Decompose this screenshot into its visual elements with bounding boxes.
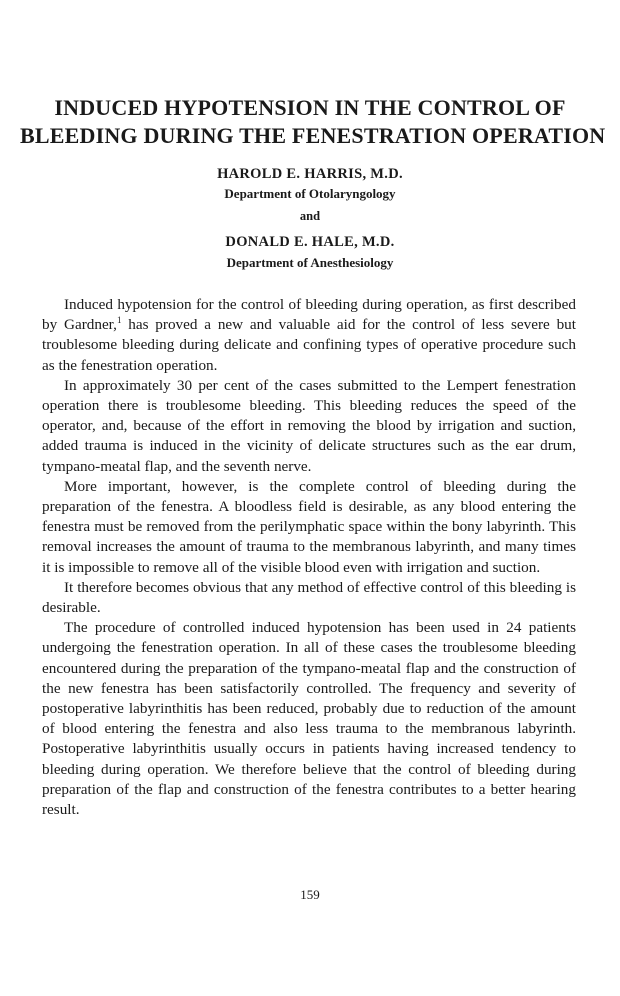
article-title-line-2: BLEEDING DURING THE FENESTRATION OPERATION (20, 123, 606, 148)
paragraph-1 (42, 295, 576, 376)
paragraph-1-text-b: has proved a new and valuable aid for the control of less severe but troublesome bleeding during delicate and confining types of operative procedure such as the fenestration operation. (42, 316, 576, 374)
paragraph-4: It therefore becomes obvious that any method of effective control of this bleeding is desirable. (42, 578, 576, 617)
paragraph-2: In approximately 30 per cent of the cases submitted to the Lempert fenestration operation there is troublesome bleeding. This bleeding reduces the speed of the operator, and, because of the effort in removing the blood by irrigation and suction, added trauma is induced in the vicinity of delicate structures such as the ear drum, tympano-meatal flap, and the seventh nerve. (42, 376, 576, 475)
page-number: 159 (300, 887, 320, 902)
author-conjunction: and (299, 209, 321, 223)
author-1-name: HAROLD E. HARRIS, M.D. (217, 166, 403, 182)
article-body (42, 295, 576, 820)
paragraph-3: More important, however, is the complete control of bleeding during the preparation of the fenestra. A bloodless field is desirable, as any blood entering the fenestra must be removed from the perilymphatic space within the bony labyrinth. This removal increases the amount of trauma to the membranous labyrinth, and many times it is impossible to remove all of the visible blood even with irrigation and suction. (42, 477, 576, 576)
author-2-name: DONALD E. HALE, M.D. (225, 234, 395, 250)
paragraph-5: The procedure of controlled induced hypotension has been used in 24 patients undergoing the fenestration operation. In all of these cases the troublesome bleeding encountered during the preparation of the tympano-meatal flap and the construction of the new fenestra has been satisfactorily controlled. The frequency and severity of postoperative labyrinthitis has been reduced, probably due to reduction of the amount of blood entering the fenestra and also less trauma to the membranous labyrinth. Postoperative labyrinthitis usually occurs in patients having increased tendency to bleeding during operation. We therefore believe that the control of bleeding during preparation of the flap and construction of the fenestra contributes to a better hearing result. (42, 619, 576, 819)
author-1-department: Department of Otolaryngology (224, 186, 396, 201)
article-title-line-1: INDUCED HYPOTENSION IN THE CONTROL OF (54, 95, 566, 120)
author-2-department: Department of Anesthesiology (226, 255, 394, 270)
paragraph-1-text-a: Induced hypotension for the control of bleeding during operation, as first described by Gardner, (42, 296, 576, 334)
reference-marker: 1 (116, 315, 122, 326)
